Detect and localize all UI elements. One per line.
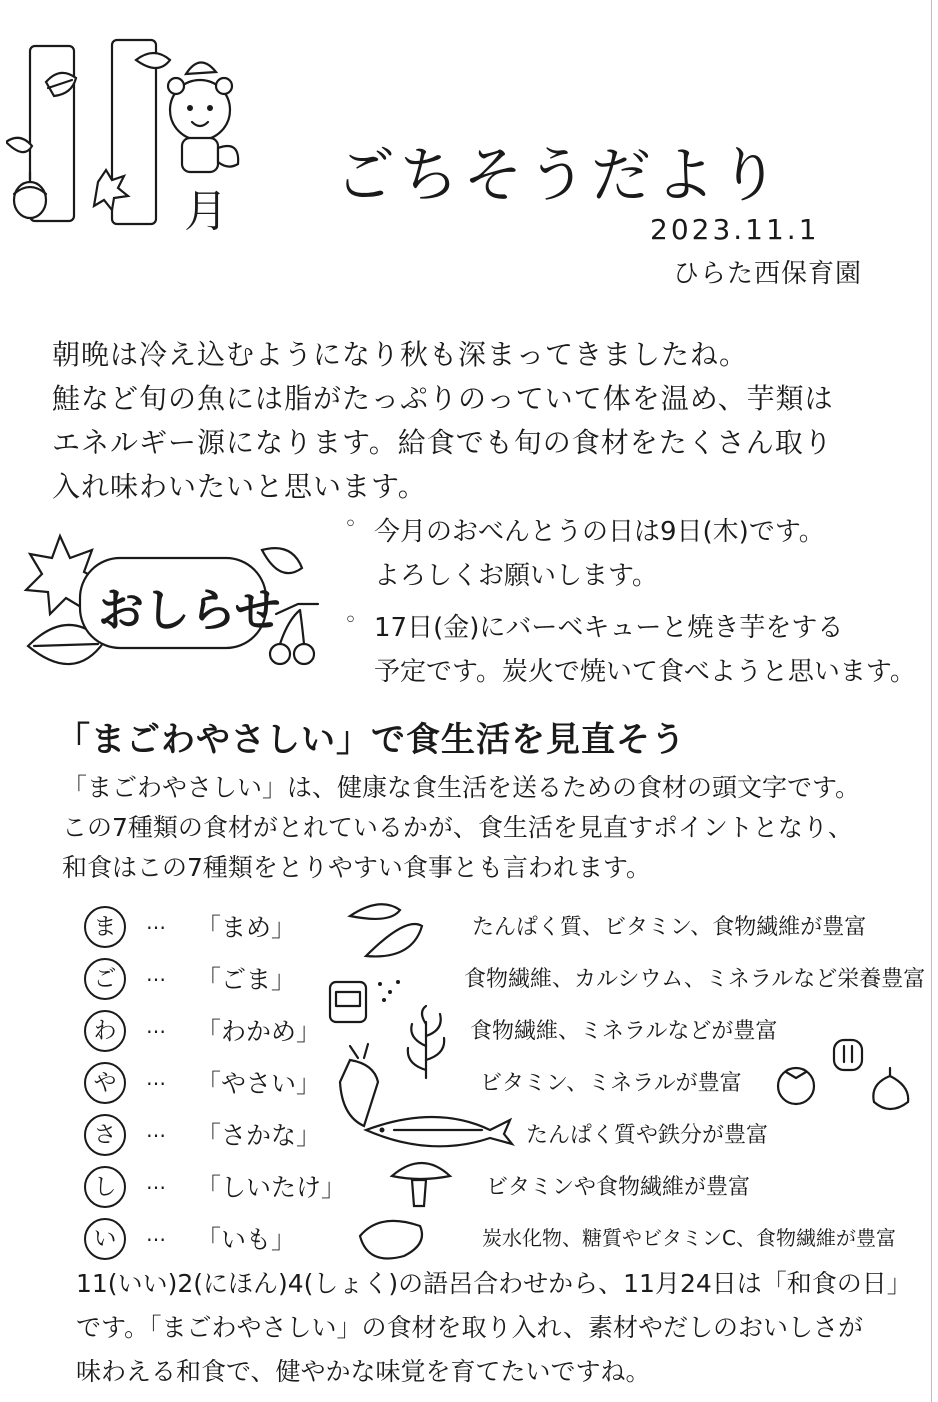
- food-description: ビタミン、ミネラルが豊富: [480, 1071, 742, 1096]
- closing-line: です。「まごわやさしい」の食材を取り入れ、素材やだしのおいしさが: [76, 1313, 864, 1342]
- intro-line: 鮭など旬の魚には脂がたっぷりのっていて体を温め、芋類は: [52, 382, 834, 415]
- closing-line: 味わえる和食で、健やかな味覚を育てたいですね。: [76, 1357, 651, 1386]
- list-item: [84, 1162, 924, 1214]
- leader-dots: …: [146, 1118, 168, 1142]
- initial-circle: し: [84, 1166, 126, 1208]
- madogoya-list: [84, 902, 924, 1266]
- intro-paragraph: [52, 333, 892, 509]
- notice-line: 予定です。炭火で焼いて食べようと思います。: [374, 657, 916, 687]
- section-line: この7種類の食材がとれているかが、食生活を見直すポイントとなり、: [62, 813, 853, 842]
- initial-circle: い: [84, 1218, 126, 1260]
- leader-dots: …: [146, 910, 168, 934]
- food-description: 食物繊維、カルシウム、ミネラルなど栄養豊富: [464, 967, 926, 992]
- food-name: 「やさい」: [196, 1069, 322, 1098]
- food-description: 食物繊維、ミネラルなどが豊富: [470, 1019, 778, 1044]
- notice-list: [340, 510, 930, 702]
- intro-line: 朝晩は冷え込むようになり秋も深まってきましたね。: [52, 338, 749, 371]
- notice-heading-illustration: [14, 528, 326, 688]
- closing-paragraph: [76, 1262, 926, 1394]
- page-title: ごちそうだより: [335, 141, 783, 212]
- page-edge-line: [931, 0, 932, 1402]
- section-body: [62, 768, 922, 888]
- initial-circle: ま: [84, 906, 126, 948]
- section-line: 和食はこの7種類をとりやすい食事とも言われます。: [62, 853, 651, 882]
- list-item: [84, 1006, 924, 1058]
- food-name: 「いも」: [196, 1225, 297, 1254]
- food-description: 炭水化物、糖質やビタミンC、食物繊維が豊富: [482, 1226, 896, 1250]
- bullet-icon: ◦: [344, 608, 357, 633]
- notice-heading-label: おしらせ: [98, 583, 281, 637]
- list-item: [84, 1214, 924, 1266]
- notice-line: 17日(金)にバーベキューと焼き芋をする: [374, 613, 844, 643]
- notice-line: 今月のおべんとうの日は9日(木)です。: [374, 517, 825, 547]
- list-item: [84, 1110, 924, 1162]
- bullet-icon: ◦: [344, 512, 357, 537]
- notice-line: よろしくお願いします。: [374, 561, 658, 591]
- school-name: ひらた西保育園: [673, 259, 863, 289]
- food-name: 「さかな」: [196, 1121, 322, 1150]
- food-name: 「ごま」: [196, 965, 297, 994]
- section-line: 「まごわやさしい」は、健康な食生活を送るための食材の頭文字です。: [62, 773, 861, 802]
- initial-circle: ご: [84, 958, 126, 1000]
- list-item: [84, 1058, 924, 1110]
- initial-circle: さ: [84, 1114, 126, 1156]
- month-kanji: 月: [184, 186, 228, 230]
- initial-circle: わ: [84, 1010, 126, 1052]
- initial-circle: や: [84, 1062, 126, 1104]
- leader-dots: …: [146, 1170, 168, 1194]
- leader-dots: …: [146, 1066, 168, 1090]
- leader-dots: …: [146, 962, 168, 986]
- section-heading: 「まごわやさしい」で食生活を見直そう: [56, 720, 686, 760]
- food-name: 「まめ」: [196, 913, 297, 942]
- leader-dots: …: [146, 1014, 168, 1038]
- leader-dots: …: [146, 1222, 168, 1246]
- food-name: 「わかめ」: [196, 1017, 322, 1046]
- food-description: たんぱく質や鉄分が豊富: [526, 1123, 769, 1148]
- intro-line: エネルギー源になります。給食でも旬の食材をたくさん取り: [52, 426, 833, 459]
- list-item: [84, 902, 924, 954]
- food-description: ビタミンや食物繊維が豊富: [486, 1175, 751, 1200]
- notice-item: [340, 510, 930, 598]
- issue-date: 2023.11.1: [650, 213, 820, 246]
- food-description: たんぱく質、ビタミン、食物繊維が豊富: [472, 915, 867, 940]
- notice-item: [340, 606, 930, 694]
- november-month-illustration: [6, 30, 242, 230]
- closing-line: 11(いい)2(にほん)4(しょく)の語呂合わせから、11月24日は「和食の日」: [76, 1269, 912, 1298]
- intro-line: 入れ味わいたいと思います。: [52, 470, 427, 503]
- food-name: 「しいたけ」: [196, 1173, 347, 1202]
- list-item: [84, 954, 924, 1006]
